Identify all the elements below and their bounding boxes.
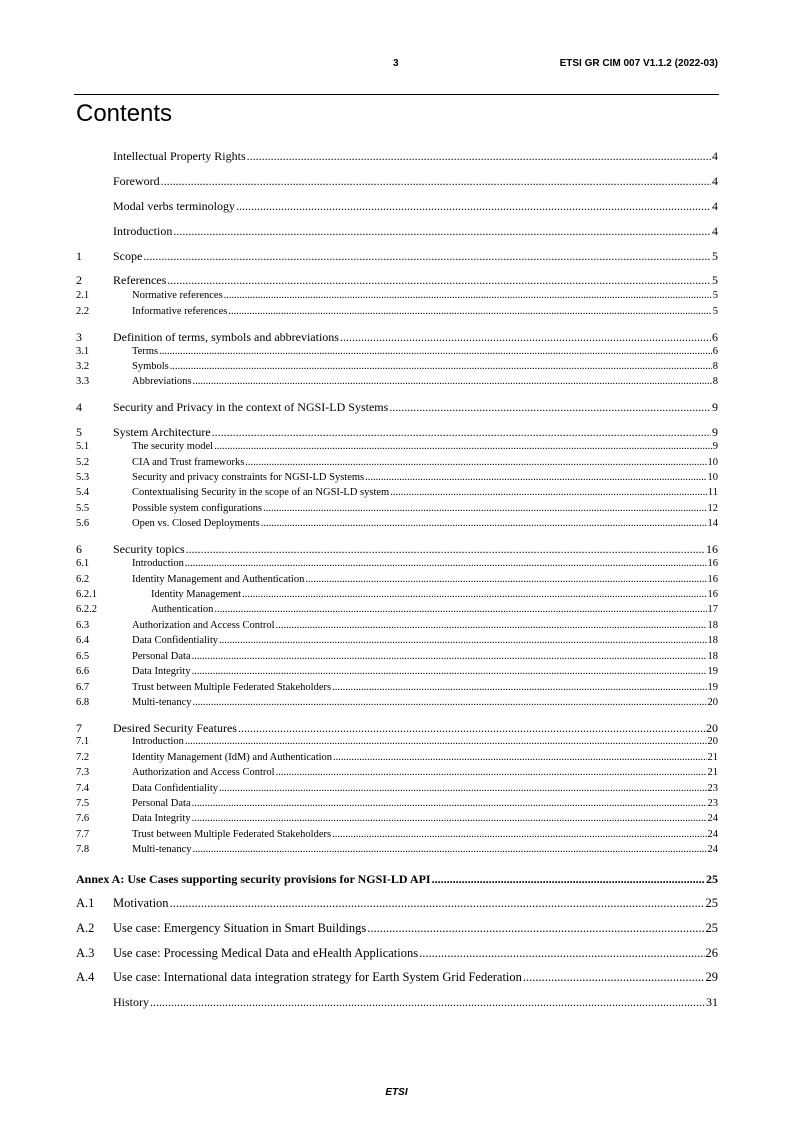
toc-entry-label: Authorization and Access Control xyxy=(132,620,275,631)
toc-entry-number: 6.2.2 xyxy=(76,604,97,615)
toc-dot-leader xyxy=(263,503,706,514)
toc-entry-page: 4 xyxy=(712,224,718,238)
toc-entry-page: 8 xyxy=(712,376,718,387)
toc-entry[interactable] xyxy=(76,896,718,911)
toc-entry-page: 31 xyxy=(706,995,718,1009)
toc-dot-leader xyxy=(150,995,705,1010)
toc-entry-page: 23 xyxy=(707,783,718,794)
toc-entry-number: 7.3 xyxy=(76,767,90,778)
toc-entry-page: 18 xyxy=(707,620,718,631)
toc-entry[interactable] xyxy=(76,472,718,483)
toc-entry-number: 3 xyxy=(76,330,82,344)
toc-entry-page: 8 xyxy=(712,361,718,372)
toc-entry[interactable] xyxy=(76,921,718,936)
toc-entry-number: 7.6 xyxy=(76,813,90,824)
toc-entry-number: 6.4 xyxy=(76,635,90,646)
toc-entry-page: 25 xyxy=(705,896,718,910)
toc-entry-number: 6.2.1 xyxy=(76,589,97,600)
toc-entry-label: Personal Data xyxy=(132,798,191,809)
toc-entry-page: 10 xyxy=(707,457,718,468)
toc-entry-label: The security model xyxy=(132,441,214,452)
toc-entry-number: 5.1 xyxy=(76,441,90,452)
toc-entry-page: 5 xyxy=(712,306,718,317)
toc-dot-leader xyxy=(236,199,711,214)
toc-dot-leader xyxy=(214,441,712,452)
toc-entry-number: 5.6 xyxy=(76,518,90,529)
toc-entry-number: A.4 xyxy=(76,970,95,984)
footer-etsi: ETSI xyxy=(385,1087,408,1098)
toc-dot-leader xyxy=(185,736,707,747)
toc-entry[interactable] xyxy=(76,425,718,440)
toc-entry-label: System Architecture xyxy=(113,425,211,439)
toc-entry-page: 24 xyxy=(707,813,718,824)
toc-entry[interactable] xyxy=(76,767,718,778)
toc-entry-page: 25 xyxy=(706,872,718,886)
toc-entry[interactable] xyxy=(76,682,718,693)
toc-entry-page: 24 xyxy=(707,844,718,855)
toc-entry-number: 7.1 xyxy=(76,736,90,747)
toc-dot-leader xyxy=(242,589,706,600)
toc-dot-leader xyxy=(173,224,711,239)
toc-dot-leader xyxy=(192,666,707,677)
toc-entry-page: 24 xyxy=(707,829,718,840)
toc-entry-page: 29 xyxy=(705,970,718,984)
toc-entry[interactable] xyxy=(76,589,718,600)
toc-entry-number: 6.3 xyxy=(76,620,90,631)
toc-entry-number: 7.5 xyxy=(76,798,90,809)
toc-entry[interactable] xyxy=(76,666,718,677)
toc-entry-label: Contextualising Security in the scope of an NGSI-LD system xyxy=(132,487,390,498)
toc-entry-label: Normative references xyxy=(132,290,223,301)
toc-dot-leader xyxy=(238,721,705,736)
toc-entry-label: Abbreviations xyxy=(132,376,192,387)
toc-entry[interactable] xyxy=(76,487,718,498)
toc-entry[interactable] xyxy=(76,798,718,809)
toc-dot-leader xyxy=(389,400,711,415)
toc-entry-page: 11 xyxy=(707,487,718,498)
toc-entry[interactable] xyxy=(76,970,718,985)
toc-entry[interactable] xyxy=(76,224,718,239)
toc-entry-page: 9 xyxy=(712,400,718,414)
toc-entry[interactable] xyxy=(76,457,718,468)
toc-entry-label: Multi-tenancy xyxy=(132,844,192,855)
toc-entry-number: A.3 xyxy=(76,946,95,960)
toc-entry-page: 16 xyxy=(707,574,718,585)
toc-dot-leader xyxy=(305,574,706,585)
toc-entry-page: 14 xyxy=(707,518,718,529)
header-rule xyxy=(74,94,719,95)
toc-dot-leader xyxy=(247,149,711,164)
toc-dot-leader xyxy=(276,767,707,778)
toc-entry-page: 12 xyxy=(707,503,718,514)
toc-entry-page: 21 xyxy=(707,767,718,778)
toc-entry-number: 5 xyxy=(76,425,82,439)
toc-entry[interactable] xyxy=(76,376,718,387)
toc-entry-label: Foreword xyxy=(113,174,160,188)
toc-dot-leader xyxy=(192,697,706,708)
toc-dot-leader xyxy=(340,330,711,345)
toc-entry-label: Use case: Emergency Situation in Smart Buildings xyxy=(113,921,367,935)
toc-entry-label: Intellectual Property Rights xyxy=(113,149,246,163)
toc-entry-page: 5 xyxy=(712,290,718,301)
toc-entry-page: 18 xyxy=(707,651,718,662)
toc-entry-number: 6.8 xyxy=(76,697,90,708)
toc-entry-label: Identity Management (IdM) and Authentication xyxy=(132,752,333,763)
toc-entry-label: Introduction xyxy=(132,736,184,747)
toc-entry-label: Modal verbs terminology xyxy=(113,199,235,213)
toc-entry-label: Annex A: Use Cases supporting security provisions for NGSI-LD API xyxy=(76,872,431,886)
toc-dot-leader xyxy=(161,174,711,189)
toc-entry-label: Possible system configurations xyxy=(132,503,263,514)
toc-entry-number: 6.7 xyxy=(76,682,90,693)
toc-entry-label: Data Confidentiality xyxy=(132,635,219,646)
toc-entry-label: Terms xyxy=(132,346,159,357)
toc-entry[interactable] xyxy=(76,620,718,631)
toc-entry-label: Motivation xyxy=(113,896,169,910)
toc-entry-label: Trust between Multiple Federated Stakeholders xyxy=(132,829,332,840)
toc-entry-label: CIA and Trust frameworks xyxy=(132,457,245,468)
toc-entry-page: 26 xyxy=(705,946,718,960)
toc-entry-number: 6.5 xyxy=(76,651,90,662)
toc-entry-page: 19 xyxy=(707,666,718,677)
toc-entry-label: Desired Security Features xyxy=(113,721,237,735)
toc-entry-page: 25 xyxy=(705,921,718,935)
toc-dot-leader xyxy=(193,376,712,387)
toc-dot-leader xyxy=(159,346,712,357)
toc-dot-leader xyxy=(170,896,705,911)
toc-entry-label: Use case: Processing Medical Data and eHealth Applications xyxy=(113,946,419,960)
toc-entry-page: 9 xyxy=(712,425,718,439)
toc-entry-page: 18 xyxy=(707,635,718,646)
toc-dot-leader xyxy=(192,798,707,809)
toc-entry-number: 6.6 xyxy=(76,666,90,677)
toc-entry[interactable] xyxy=(76,503,718,514)
toc-entry-label: Personal Data xyxy=(132,651,191,662)
toc-entry-number: 3.3 xyxy=(76,376,90,387)
toc-entry-page: 16 xyxy=(707,558,718,569)
toc-dot-leader xyxy=(192,844,706,855)
toc-entry-label: Symbols xyxy=(132,361,169,372)
toc-entry-label: Use case: International data integration strategy for Earth System Grid Federation xyxy=(113,970,522,984)
toc-dot-leader xyxy=(185,558,707,569)
toc-dot-leader xyxy=(365,472,706,483)
toc-entry[interactable] xyxy=(76,813,718,824)
toc-entry-label: Data Integrity xyxy=(132,813,191,824)
toc-entry-number: 7 xyxy=(76,721,82,735)
toc-entry-label: Data Integrity xyxy=(132,666,191,677)
toc-entry-label: Scope xyxy=(113,249,143,263)
toc-dot-leader xyxy=(186,542,705,557)
toc-entry-page: 23 xyxy=(707,798,718,809)
toc-entry[interactable] xyxy=(76,542,718,557)
toc-dot-leader xyxy=(333,752,706,763)
toc-dot-leader xyxy=(332,682,706,693)
toc-entry[interactable] xyxy=(76,273,718,288)
toc-entry[interactable] xyxy=(76,174,718,189)
toc-dot-leader xyxy=(192,813,707,824)
toc-entry[interactable] xyxy=(76,721,718,736)
toc-dot-leader xyxy=(419,946,704,961)
toc-entry[interactable] xyxy=(76,290,718,301)
toc-entry-page: 6 xyxy=(712,330,718,344)
toc-entry-number: 5.4 xyxy=(76,487,90,498)
toc-dot-leader xyxy=(228,306,711,317)
toc-dot-leader xyxy=(245,457,706,468)
toc-entry-page: 20 xyxy=(707,697,718,708)
toc-entry-label: Informative references xyxy=(132,306,228,317)
toc-entry-label: Trust between Multiple Federated Stakeholders xyxy=(132,682,332,693)
toc-entry[interactable] xyxy=(76,995,718,1010)
toc-entry[interactable] xyxy=(76,783,718,794)
page-number: 3 xyxy=(393,58,399,69)
toc-entry-number: 2.2 xyxy=(76,306,90,317)
toc-entry-page: 6 xyxy=(712,346,718,357)
toc-entry-page: 21 xyxy=(707,752,718,763)
toc-entry[interactable] xyxy=(76,361,718,372)
toc-entry-label: Identity Management and Authentication xyxy=(132,574,305,585)
toc-entry[interactable] xyxy=(76,635,718,646)
toc-entry-page: 16 xyxy=(706,542,718,556)
toc-entry-label: Data Confidentiality xyxy=(132,783,219,794)
toc-entry-label: References xyxy=(113,273,167,287)
toc-entry-page: 19 xyxy=(707,682,718,693)
toc-entry[interactable] xyxy=(76,574,718,585)
toc-dot-leader xyxy=(332,829,706,840)
toc-entry-label: Introduction xyxy=(132,558,184,569)
toc-entry-number: 7.7 xyxy=(76,829,90,840)
toc-entry-number: 5.3 xyxy=(76,472,90,483)
toc-entry[interactable] xyxy=(76,844,718,855)
page-title: Contents xyxy=(76,100,173,127)
toc-entry-number: 2 xyxy=(76,273,82,287)
toc-entry[interactable] xyxy=(76,752,718,763)
toc-entry-page: 9 xyxy=(712,441,718,452)
toc-entry-label: History xyxy=(113,995,149,1009)
toc-entry[interactable] xyxy=(76,400,718,415)
toc-dot-leader xyxy=(276,620,707,631)
toc-entry-page: 4 xyxy=(712,174,718,188)
toc-dot-leader xyxy=(261,518,707,529)
toc-entry[interactable] xyxy=(76,872,718,887)
toc-dot-leader xyxy=(170,361,712,372)
toc-entry-label: Security and Privacy in the context of NGSI-LD Systems xyxy=(113,400,389,414)
toc-entry-label: Authentication xyxy=(151,604,214,615)
toc-entry-number: A.1 xyxy=(76,896,95,910)
toc-dot-leader xyxy=(219,783,706,794)
toc-dot-leader xyxy=(214,604,706,615)
toc-entry-label: Multi-tenancy xyxy=(132,697,192,708)
toc-dot-leader xyxy=(167,273,711,288)
toc-entry-number: 6.2 xyxy=(76,574,90,585)
toc-dot-leader xyxy=(432,872,705,887)
toc-entry[interactable] xyxy=(76,946,718,961)
toc-entry-page: 4 xyxy=(712,199,718,213)
toc-entry[interactable] xyxy=(76,249,718,264)
toc-entry-label: Security and privacy constraints for NGSI-LD Systems xyxy=(132,472,365,483)
toc-entry-number: 3.1 xyxy=(76,346,90,357)
toc-dot-leader xyxy=(192,651,707,662)
toc-entry-number: 7.8 xyxy=(76,844,90,855)
toc-dot-leader xyxy=(143,249,711,264)
toc-entry-page: 10 xyxy=(707,472,718,483)
toc-entry-label: Introduction xyxy=(113,224,173,238)
toc-entry-number: 4 xyxy=(76,400,82,414)
toc-entry-number: 1 xyxy=(76,249,82,263)
toc-entry[interactable] xyxy=(76,604,718,615)
toc-entry-number: 5.5 xyxy=(76,503,90,514)
toc-entry-label: Identity Management xyxy=(151,589,242,600)
toc-entry-label: Open vs. Closed Deployments xyxy=(132,518,260,529)
toc-entry-page: 5 xyxy=(712,273,718,287)
toc-dot-leader xyxy=(219,635,706,646)
toc-entry-page: 20 xyxy=(706,721,718,735)
toc-entry-label: Authorization and Access Control xyxy=(132,767,275,778)
toc-entry-page: 5 xyxy=(712,249,718,263)
toc-entry[interactable] xyxy=(76,697,718,708)
toc-entry-number: A.2 xyxy=(76,921,95,935)
toc-entry[interactable] xyxy=(76,558,718,569)
toc-entry-page: 17 xyxy=(707,604,718,615)
toc-entry[interactable] xyxy=(76,736,718,747)
toc-entry-number: 7.2 xyxy=(76,752,90,763)
toc-dot-leader xyxy=(367,921,704,936)
toc-entry[interactable] xyxy=(76,651,718,662)
toc-entry-page: 20 xyxy=(707,736,718,747)
toc-entry-number: 7.4 xyxy=(76,783,90,794)
toc-dot-leader xyxy=(212,425,711,440)
toc-entry[interactable] xyxy=(76,149,718,164)
toc-entry[interactable] xyxy=(76,306,718,317)
toc-entry-number: 6 xyxy=(76,542,82,556)
toc-entry[interactable] xyxy=(76,346,718,357)
toc-entry[interactable] xyxy=(76,518,718,529)
toc-entry-number: 5.2 xyxy=(76,457,90,468)
toc-entry-page: 4 xyxy=(712,149,718,163)
toc-entry-number: 3.2 xyxy=(76,361,90,372)
toc-dot-leader xyxy=(523,970,705,985)
toc-dot-leader xyxy=(390,487,707,498)
toc-entry[interactable] xyxy=(76,199,718,214)
document-id: ETSI GR CIM 007 V1.1.2 (2022-03) xyxy=(559,58,718,69)
toc-entry[interactable] xyxy=(76,330,718,345)
toc-entry-label: Security topics xyxy=(113,542,185,556)
toc-dot-leader xyxy=(224,290,712,301)
toc-entry-number: 2.1 xyxy=(76,290,90,301)
toc-entry-label: Definition of terms, symbols and abbreviations xyxy=(113,330,339,344)
toc-entry[interactable] xyxy=(76,441,718,452)
toc-entry-number: 6.1 xyxy=(76,558,90,569)
toc-entry[interactable] xyxy=(76,829,718,840)
toc-entry-page: 16 xyxy=(707,589,718,600)
